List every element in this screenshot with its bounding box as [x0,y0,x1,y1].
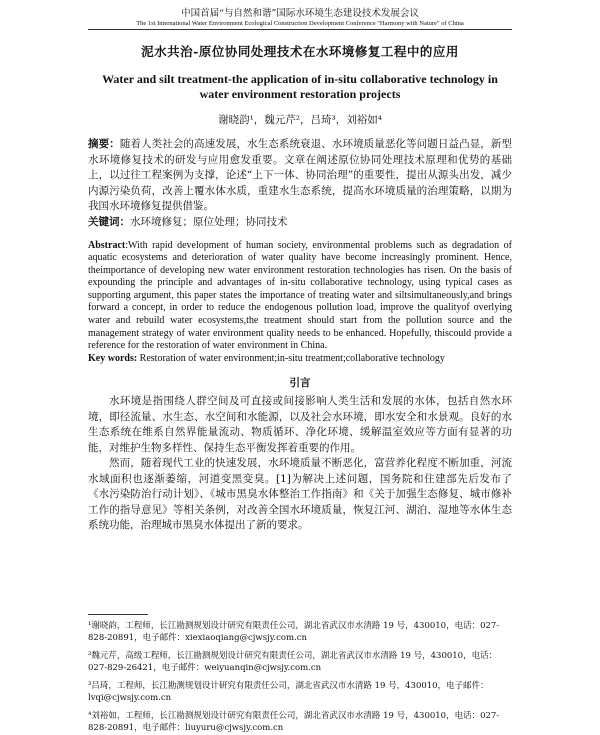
keywords-en-text: Restoration of water environment;in-situ treatment;collaborative technology [137,352,445,364]
body-paragraph: 水环境是指围绕人群空间及可直接或间接影响人类生活和发展的水体，包括自然水环境，即径流量、水生态、水空间和水能源，以及社会水环境，即水安全和水景观。良好的水生态系统在维系自然界能量流动、物质循环、净化环境、缓解温室效应等方面有显著的功能，对维护生物多样性、保持生态平衡发挥着重要的作用。 [88,395,512,454]
keywords-en-label: Key words: [88,352,138,364]
author-list: 谢晓韵¹，魏元芹²，吕琦³，刘裕如⁴ [218,114,382,126]
footnote: ³吕琦，工程师，长江勘测规划设计研究有限责任公司，湖北省武汉市水清路 19 号，430010，电子邮件：lvqi@cjwsjy.com.cn [88,680,489,704]
conference-title-cn: 中国首届“与自然和谐”国际水环境生态建设技术发展会议 [181,8,419,19]
footnote-rule [88,614,148,615]
section-heading: 引言 [289,377,311,390]
body-paragraph: 然而，随着现代工业的快速发展，水环境质量不断恶化，富营养化程度不断加重，河流水域面积也逐渐萎缩，河道变黑变臭。[1]为解决上述问题，国务院和住建部先后发布了《水污染防治行动计划》、《城市黑臭水体整治工作指南》和《关于加强生态修复、城市修补工作的指导意见》等相关条例，对改善全国水环境质量，恢复江河、湖泊、湿地等水体生态系统功能，治理城市黑臭水体提出了新的要求。 [88,457,512,532]
abstract-en-text: :With rapid development of human society, environmental problems such as degradation of aquatic ecosystems and deterioration of water quality have become increasingly prominent. Hence, theimportance of developing new water environment restoration technologies has risen. On the basis of expounding the principle and advantages of in-situ collaborative technology, using typical cases as supporting argument, this paper states the importance of treating water and siltsimultaneously,and brings forward a concept, in order to reduce the endogenous pollution load, improve the qualityof overlying water and rebuild water ecosystems,the treatment should start from the pollution source and the management strategy of water environment quality needs to be enhanced. Hopefully, thiscould provide a reference for the restoration of water environment in China. [88,239,512,352]
conference-title-en: The 1st International Water Environment Ecological Construction Development Conference "Harmony with Nature" of China [136,20,464,27]
abstract-cn-text: 随着人类社会的高速发展，水生态系统衰退、水环境质量恶化等问题日益凸显，新型水环境修复技术的研发与应用愈发重要。文章在阐述原位协同处理技术原理和优势的基础上，以过往工程案例为支撑，论述“上下一体、协同治理”的重要性，提出从源头出发，减少内源污染负荷，改善上覆水体水质，重建水生态系统，提高水环境质量的治理策略，以期为我国水环境修复提供借鉴。 [88,138,513,212]
keywords-cn-label: 关键词： [88,215,130,228]
abstract-cn-label: 摘要： [88,138,120,150]
paper-title-cn: 泥水共治-原位协同处理技术在水环境修复工程中的应用 [141,44,459,59]
footnote: ²魏元芹，高级工程师，长江勘测规划设计研究有限责任公司，湖北省武汉市水清路 19 号，430010，电话：027-829-26421，电子邮件：weiyuanqin@cjwsjy.com.cn [88,650,498,674]
header-rule [88,29,512,30]
keywords-en [88,353,512,366]
keywords-cn [88,215,512,230]
footnote: ⁴刘裕如，工程师，长江勘测规划设计研究有限责任公司，湖北省武汉市水清路 19 号，430010，电话：027-828-20891，电子邮件：liuyuru@cjwsjy.com.cn [88,710,500,734]
footnote: ¹谢晓韵，工程师，长江勘测规划设计研究有限责任公司，湖北省武汉市水清路 19 号，430010，电话：027-828-20891，电子邮件：xiexiaoqiang@cjwsjy.com.cn [88,620,500,644]
keywords-cn-text: 水环境修复；原位处理；协同技术 [130,215,288,228]
abstract-en [88,240,512,353]
conference-header [88,8,512,30]
abstract-cn [88,137,512,215]
paper-title-en: Water and silt treatment-the application of in-situ collaborative technology in water environment restoration projects [102,72,498,101]
abstract-en-label: Abstract [88,239,126,251]
